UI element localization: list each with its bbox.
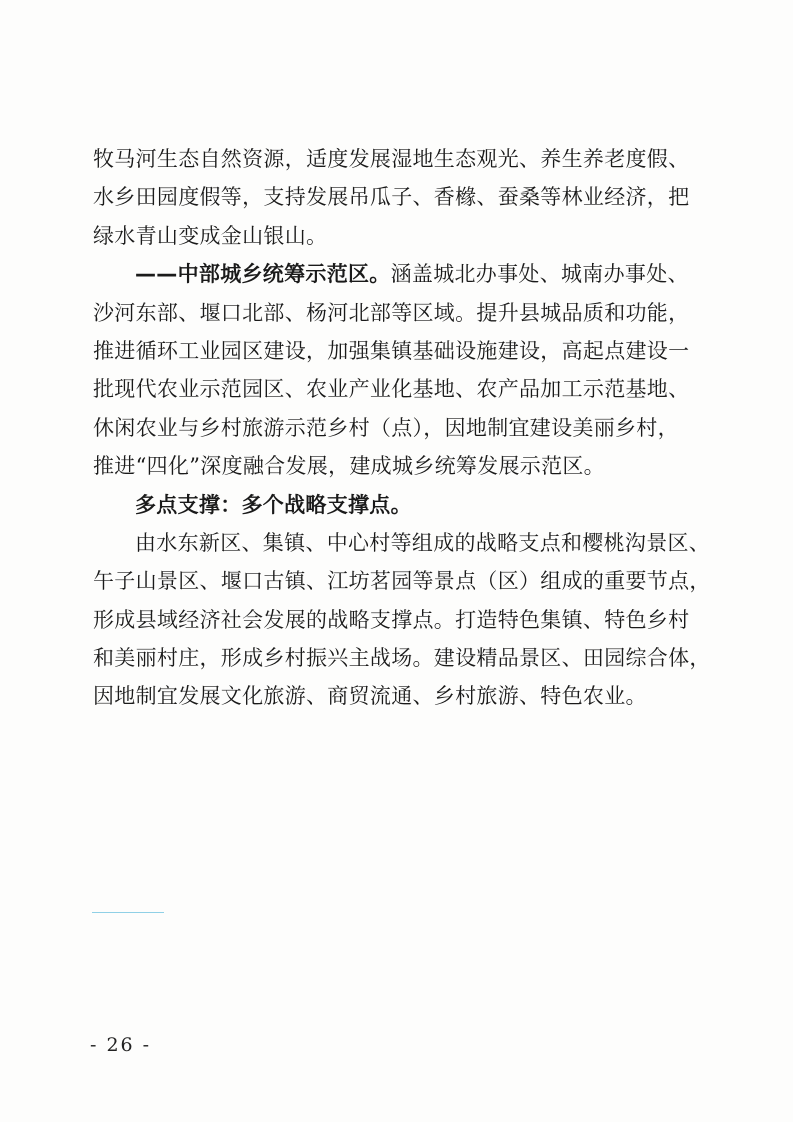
paragraph-4-line-1: 由水东新区、集镇、中心村等组成的战略支点和樱桃沟景区、 <box>135 530 711 555</box>
paragraph-2-line-1-text: 涵盖城北办事处、城南办事处、 <box>390 262 689 287</box>
paragraph-1-line-1: 牧马河生态自然资源，适度发展湿地生态观光、养生养老度假、 <box>93 147 690 171</box>
paragraph-2-line-4: 批现代农业示范园区、农业产业化基地、农产品加工示范基地、 <box>93 377 690 402</box>
paragraph-4-line-4: 和美丽村庄，形成乡村振兴主战场。建设精品景区、田园综合体， <box>93 646 711 671</box>
document-body <box>93 140 711 716</box>
section-heading-multi-point: 多点支撑：多个战略支撑点。 <box>135 492 412 517</box>
paragraph-2-line-6: 推进“四化”深度融合发展，建成城乡统筹发展示范区。 <box>93 454 605 479</box>
paragraph-1-line-3: 绿水青山变成金山银山。 <box>93 223 328 248</box>
paragraph-2-line-3: 推进循环工业园区建设，加强集镇基础设施建设，高起点建设一 <box>93 338 690 363</box>
paragraph-4-line-2: 午子山景区、堰口古镇、江坊茗园等景点（区）组成的重要节点， <box>93 569 711 594</box>
paragraph-2-line-1 <box>93 255 693 293</box>
section-heading-central-zone: ——中部城乡统筹示范区。 <box>135 262 391 287</box>
page-number: - 26 - <box>90 1034 152 1056</box>
paragraph-4-line-3: 形成县域经济社会发展的战略支撑点。打造特色集镇、特色乡村 <box>93 607 690 632</box>
paragraph-2-line-5: 休闲农业与乡村旅游示范乡村（点），因地制宜建设美丽乡村， <box>93 415 679 440</box>
paragraph-1-line-2: 水乡田园度假等，支持发展吊瓜子、香橼、蚕桑等林业经济，把 <box>93 185 690 210</box>
paragraph-2-line-2: 沙河东部、堰口北部、杨河北部等区域。提升县城品质和功能， <box>93 300 690 325</box>
paragraph-4-line-5: 因地制宜发展文化旅游、商贸流通、乡村旅游、特色农业。 <box>93 684 647 709</box>
footnote-rule <box>92 912 164 913</box>
